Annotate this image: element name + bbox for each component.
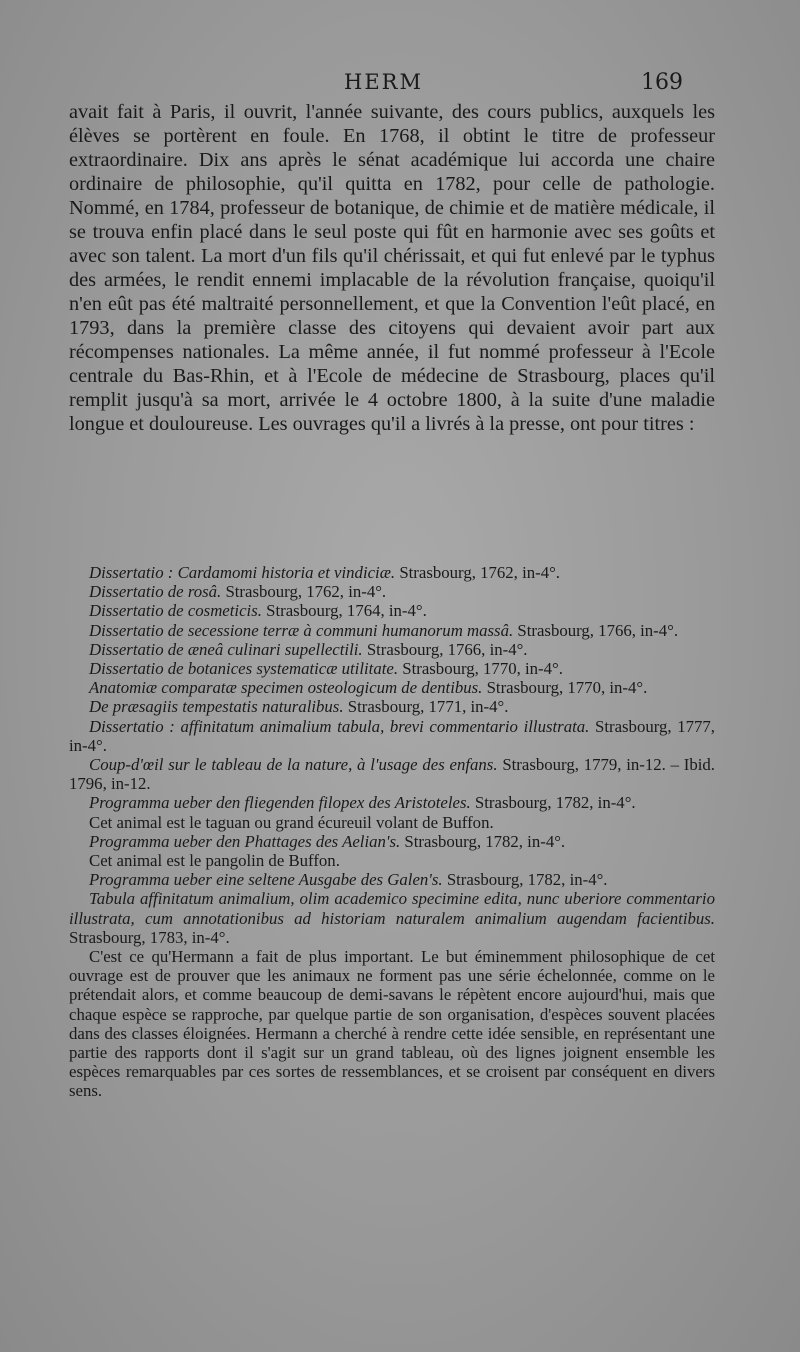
work-details: Strasbourg, 1766, in-4°. — [366, 639, 528, 659]
work-title: Programma ueber eine seltene Ausgabe des Galen's. — [89, 870, 443, 890]
work-details: Strasbourg, 1766, in-4°. — [517, 620, 679, 640]
work-details: Strasbourg, 1782, in-4°. — [474, 793, 636, 813]
work-title: Programma ueber den fliegenden filopex des Aristoteles. — [89, 793, 471, 813]
work-title: Dissertatio : affinitatum animalium tabula, brevi commentario illustrata. — [89, 716, 590, 736]
page-header — [0, 70, 800, 102]
work-entry — [69, 755, 715, 793]
work-entry — [69, 678, 715, 697]
work-details: Strasbourg, 1771, in-4°. — [347, 697, 509, 717]
work-details: Strasbourg, 1762, in-4°. — [399, 563, 561, 582]
work-entry — [69, 697, 715, 716]
work-title: Dissertatio de secessione terræ à communi humanorum massâ. — [89, 620, 514, 640]
work-details: Strasbourg, 1762, in-4°. — [225, 582, 387, 602]
work-title: Dissertatio de botanices systematicæ utilitate. — [89, 659, 399, 679]
work-entry — [69, 582, 715, 601]
work-details: Strasbourg, 1770, in-4°. — [402, 659, 563, 679]
intro-paragraph: avait fait à Paris, il ouvrit, l'année suivante, des cours publics, auxquels les élèves se portèrent en foule. En 1768, il obtint le titre de professeur extraordinaire. Dix ans après le sénat académique lui accorda une chaire ordinaire de philosophie, qu'il quitta en 1782, pour celle de pathologie. Nommé, en 1784, professeur de botanique, de chimie et de matière médicale, il se trouva enfin placé dans le seul poste qui fût en harmonie avec ses goûts et avec son talent. La mort d'un fils qu'il chérissait, et qui fut enlevé par le typhus des armées, le rendit ennemi implacable de la révolution française, quoiqu'il n'en eût pas été maltraité personnellement, et que la Convention l'eût placé, en 1793, dans la première classe des citoyens qui devaient avoir part aux récompenses nationales. La même année, il fut nommé professeur à l'Ecole centrale du Bas-Rhin, et à l'Ecole de médecine de Strasbourg, places qu'il remplit jusqu'à sa mort, arrivée le 4 octobre 1800, à la suite d'une maladie longue et douloureuse. Les ouvrages qu'il a livrés à la presse, ont pour titres : — [69, 101, 715, 435]
work-entry — [69, 659, 715, 678]
work-entry — [69, 563, 715, 582]
work-details: Strasbourg, 1782, in-4°. — [404, 831, 566, 851]
work-title: Tabula affinitatum animalium, olim academico specimine edita, nunc uberiore commentario illustrata, cum annotationibus ad historiam naturalem animalium augendam facientibus. — [69, 889, 715, 928]
work-title: Dissertatio de cosmeticis. — [89, 601, 262, 621]
work-details: Strasbourg, 1779, in-12. – Ibid. 1796, in-12. — [69, 755, 716, 794]
work-entry — [69, 640, 715, 659]
work-entry — [69, 889, 715, 947]
work-title: Dissertatio : Cardamomi historia et vindiciæ. — [89, 563, 396, 582]
page-number: 169 — [641, 70, 683, 95]
work-title: Coup-d'œil sur le tableau de la nature, à l'usage des enfans. — [89, 755, 498, 775]
work-entry — [69, 793, 715, 812]
running-head: HERM — [344, 70, 423, 94]
note-pangolin: Cet animal est le pangolin de Buffon. — [89, 851, 340, 871]
work-details: Strasbourg, 1783, in-4°. — [69, 927, 230, 947]
works-list — [69, 563, 715, 1101]
biography-text — [69, 100, 715, 436]
work-entry — [69, 832, 715, 851]
note-taguan: Cet animal est le taguan ou grand écureuil volant de Buffon. — [89, 812, 494, 832]
work-entry — [69, 601, 715, 620]
work-title: Programma ueber den Phattages des Aelian's. — [89, 831, 401, 851]
work-details: Strasbourg, 1777, in-4°. — [69, 716, 715, 755]
work-entry — [69, 621, 715, 640]
work-entry — [69, 717, 715, 755]
work-title: Dissertatio de rosâ. — [89, 582, 222, 602]
work-details: Strasbourg, 1764, in-4°. — [266, 601, 427, 621]
work-details: Strasbourg, 1782, in-4°. — [446, 870, 608, 890]
work-title: De præsagiis tempestatis naturalibus. — [89, 697, 344, 717]
closing-paragraph: C'est ce qu'Hermann a fait de plus important. Le but éminemment philosophique de cet ouvrage est de prouver que les animaux ne forment pas une série échelonnée, comme on le prétendait alors, et comme beaucoup de demi-savans le répètent encore aujourd'hui, mais que chaque espèce se rapproche, par quelque partie de son organisation, d'espèces souvent placées dans des classes éloignées. Hermann a cherché à rendre cette idée sensible, en représentant une partie des rapports dont il s'agit sur un grand tableau, où des lignes joignent ensemble les espèces remarquables par ces sortes de ressemblances, et se croisent par conséquent en divers sens. — [69, 947, 715, 1101]
work-entry — [69, 870, 715, 889]
work-title: Anatomiæ comparatæ specimen osteologicum de dentibus. — [89, 678, 483, 698]
work-title: Dissertatio de æneâ culinari supellectili. — [89, 639, 363, 659]
work-details: Strasbourg, 1770, in-4°. — [486, 678, 648, 698]
